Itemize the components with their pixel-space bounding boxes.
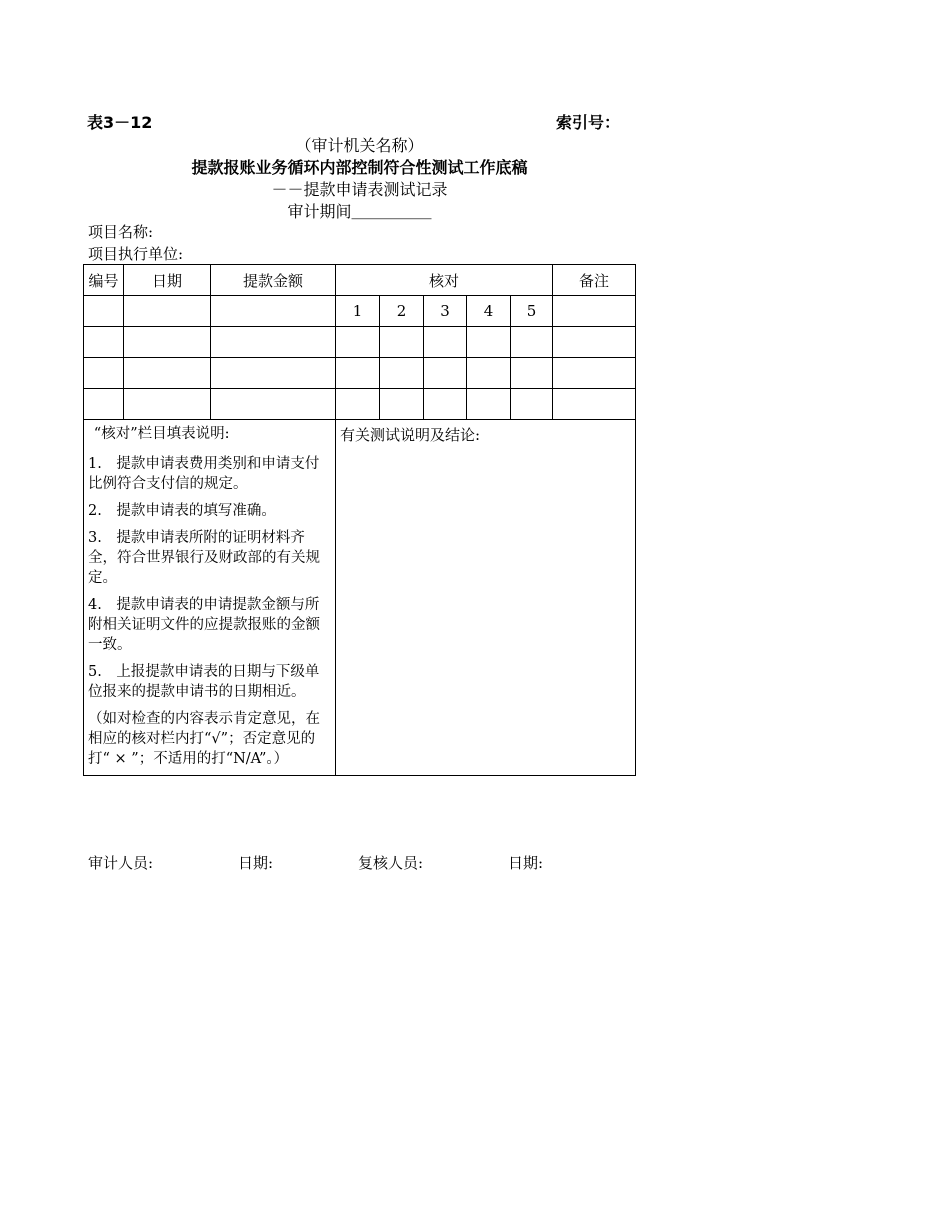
page-subtitle: －－提款申请表测试记录 [271, 180, 448, 199]
test-conclusion-area[interactable] [336, 420, 636, 776]
column-header-remark: 备注 [553, 265, 636, 296]
table-cell[interactable] [336, 327, 380, 358]
table-cell[interactable] [511, 389, 553, 420]
check-number-4: 4 [467, 296, 511, 327]
column-header-number: 编号 [84, 265, 124, 296]
table-cell[interactable] [211, 389, 336, 420]
instruction-item: 5. 上报提款申请表的日期与下级单位报来的提款申请书的日期相近。 [88, 664, 320, 700]
table-cell[interactable] [467, 327, 511, 358]
test-record-table [83, 264, 636, 776]
table-row [84, 389, 636, 420]
check-number-5: 5 [511, 296, 553, 327]
table-header-row [84, 265, 636, 296]
column-header-check: 核对 [336, 265, 553, 296]
instruction-item: 2. 提款申请表的填写准确。 [88, 503, 276, 519]
table-cell[interactable] [553, 358, 636, 389]
table-cell[interactable] [380, 327, 424, 358]
table-cell[interactable] [84, 389, 124, 420]
instruction-item: （如对检查的内容表示肯定意见，在相应的核对栏内打“√”；否定意见的打“ × ”；不适用的打“N/A”。） [88, 711, 320, 767]
table-cell[interactable] [336, 389, 380, 420]
index-number-label: 索引号： [556, 113, 621, 132]
table-cell[interactable] [467, 358, 511, 389]
audit-organization: （审计机关名称） [295, 136, 424, 155]
signature-footer [88, 852, 543, 873]
column-header-date: 日期 [124, 265, 211, 296]
table-cell[interactable] [467, 389, 511, 420]
check-number-3: 3 [424, 296, 467, 327]
table-cell[interactable] [84, 327, 124, 358]
reviewer-label: 复核人员: [358, 854, 424, 872]
table-cell[interactable] [211, 296, 336, 327]
column-header-amount: 提款金额 [211, 265, 336, 296]
instruction-item: 4. 提款申请表的申请提款金额与所附相关证明文件的应提款报账的金额一致。 [88, 597, 320, 653]
instruction-item: 3. 提款申请表所附的证明材料齐全，符合世界银行及财政部的有关规定。 [88, 530, 320, 586]
table-cell[interactable] [553, 296, 636, 327]
table-cell[interactable] [336, 358, 380, 389]
table-cell[interactable] [84, 296, 124, 327]
instructions-title: “核对”栏目填表说明: [93, 426, 230, 442]
table-number: 表3－12 [87, 113, 153, 132]
table-row [84, 296, 636, 327]
table-cell[interactable] [511, 327, 553, 358]
table-cell[interactable] [211, 327, 336, 358]
project-unit-label: 项目执行单位: [88, 245, 184, 263]
table-cell[interactable] [124, 358, 211, 389]
table-cell[interactable] [380, 358, 424, 389]
reviewer-date-label: 日期: [508, 854, 544, 872]
table-cell[interactable] [424, 389, 467, 420]
table-row [84, 358, 636, 389]
table-cell[interactable] [553, 327, 636, 358]
page-title: 提款报账业务循环内部控制符合性测试工作底稿 [191, 158, 528, 177]
table-cell[interactable] [124, 327, 211, 358]
table-cell[interactable] [84, 358, 124, 389]
check-number-2: 2 [380, 296, 424, 327]
table-cell[interactable] [124, 389, 211, 420]
audit-period: 审计期间＿＿＿＿＿ [287, 202, 432, 221]
table-cell[interactable] [124, 296, 211, 327]
notes-row [84, 420, 636, 776]
auditor-label: 审计人员: [88, 854, 154, 872]
auditor-date-label: 日期: [238, 854, 274, 872]
table-cell[interactable] [511, 358, 553, 389]
conclusion-title: 有关测试说明及结论: [340, 426, 481, 444]
instruction-item: 1. 提款申请表费用类别和申请支付比例符合支付信的规定。 [88, 456, 320, 492]
table-cell[interactable] [424, 358, 467, 389]
project-name-label: 项目名称: [88, 223, 154, 241]
table-cell[interactable] [424, 327, 467, 358]
table-cell[interactable] [553, 389, 636, 420]
check-number-1: 1 [336, 296, 380, 327]
table-cell[interactable] [380, 389, 424, 420]
check-instructions [84, 420, 336, 776]
table-row [84, 327, 636, 358]
table-cell[interactable] [211, 358, 336, 389]
